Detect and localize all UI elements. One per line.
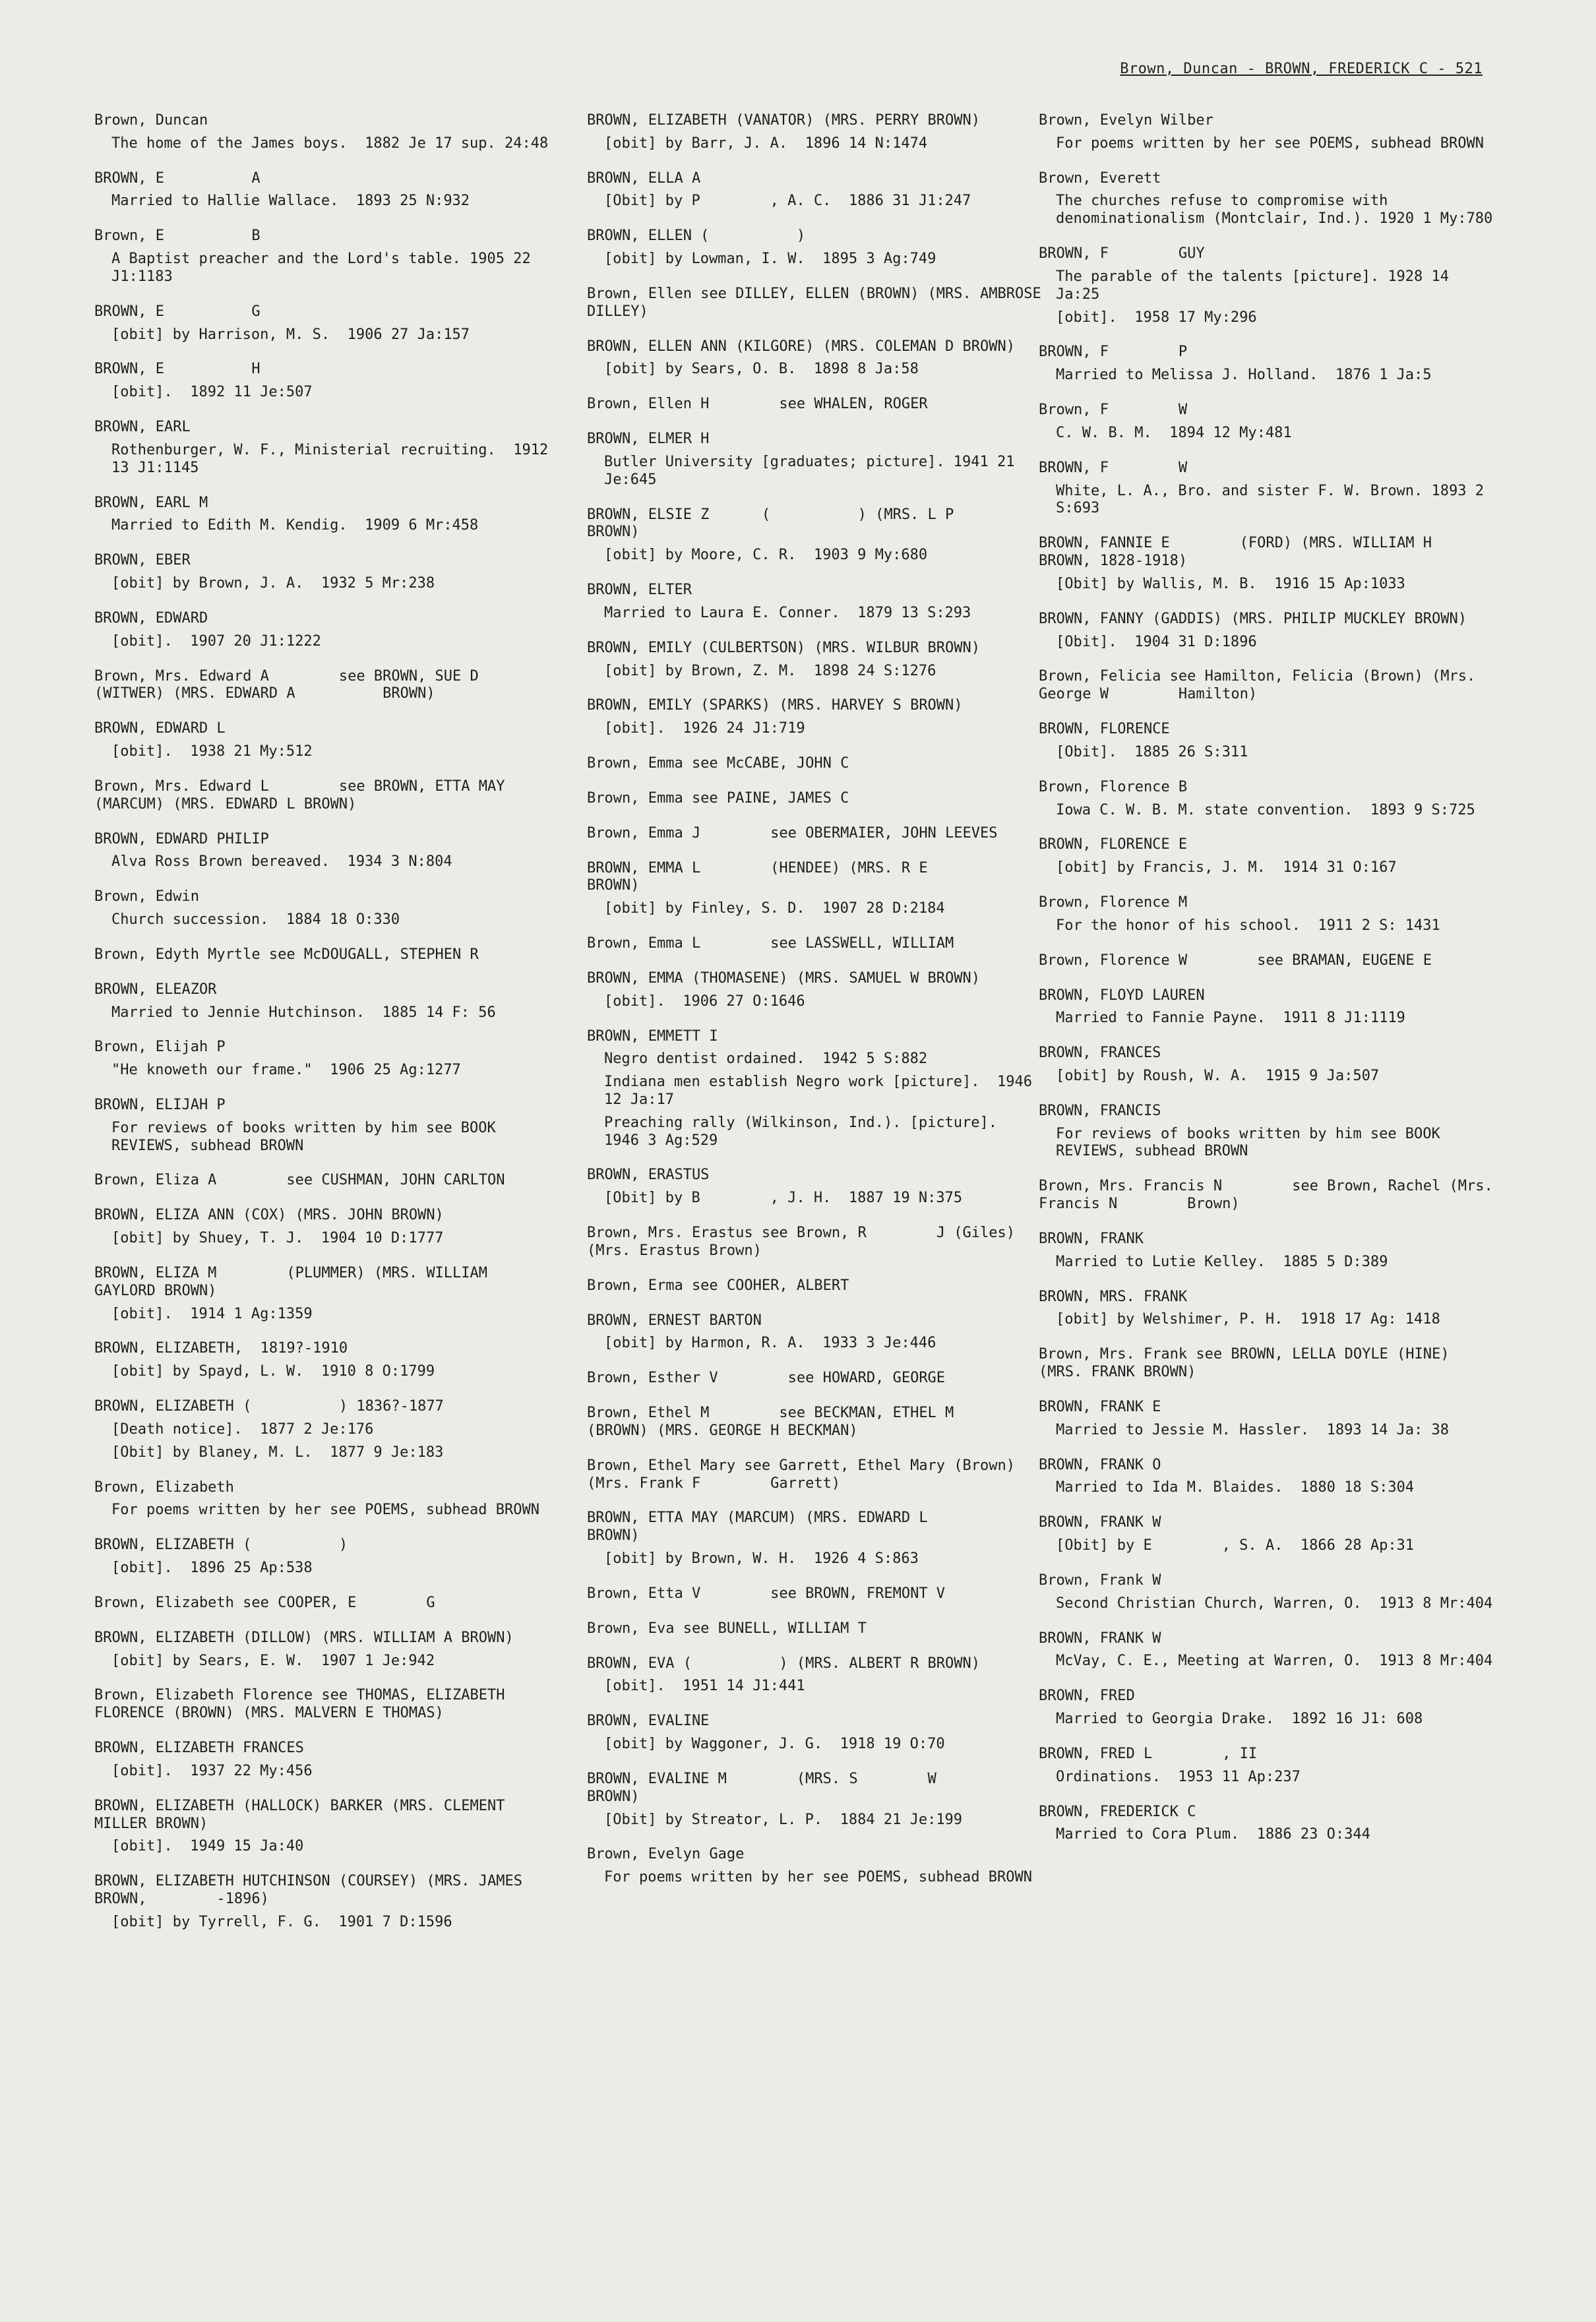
index-entry xyxy=(94,610,556,651)
entry-heading: BROWN, FLORENCE E xyxy=(1039,836,1188,853)
entry-heading: Brown, Florence W see BRAMAN, EUGENE E xyxy=(1039,952,1432,969)
entry-heading: BROWN, ELIZABETH ( ) xyxy=(94,1537,348,1554)
entry-citation: [obit]. 1926 24 J1:719 xyxy=(604,720,805,737)
entry-heading: BROWN, EMMETT I xyxy=(587,1027,718,1045)
index-column-1 xyxy=(94,112,556,1949)
index-entry xyxy=(1039,1178,1500,1213)
index-column-2 xyxy=(587,112,1049,1904)
index-entry xyxy=(94,495,556,535)
entry-citation: [obit] by Sears, E. W. 1907 1 Je:942 xyxy=(111,1652,435,1669)
entry-heading: Brown, Ellen see DILLEY, ELLEN (BROWN) (MRS. AMBROSE DILLEY) xyxy=(587,285,1050,320)
entry-heading: BROWN, ELSIE Z ( ) (MRS. L P BROWN) xyxy=(587,506,1024,541)
entry-citation: For poems written by her see POEMS, subhead BROWN xyxy=(1056,135,1485,152)
entry-citation: For the honor of his school. 1911 2 S: 1431 xyxy=(1056,917,1440,934)
entry-citation: [obit] by Harrison, M. S. 1906 27 Ja:157 xyxy=(111,326,470,343)
index-entry xyxy=(587,1225,1049,1260)
entry-heading: BROWN, MRS. FRANK xyxy=(1039,1288,1188,1305)
entry-heading: BROWN, EMILY (CULBERTSON) (MRS. WILBUR BROWN) xyxy=(587,639,981,656)
entry-citation: Butler University [graduates; picture]. 1941 21 Je:645 xyxy=(604,453,1024,488)
entry-heading: BROWN, ELIZABETH ( ) 1836?-1877 xyxy=(94,1398,444,1415)
entry-heading: BROWN, EARL xyxy=(94,419,191,436)
entry-citation: [obit] by Roush, W. A. 1915 9 Ja:507 xyxy=(1056,1067,1380,1084)
entry-heading: BROWN, ELIZABETH (DILLOW) (MRS. WILLIAM A BROWN) xyxy=(94,1629,514,1646)
index-entry xyxy=(587,1312,1049,1353)
index-entry xyxy=(1039,1514,1500,1555)
entry-heading: BROWN, ELIZABETH (HALLOCK) BARKER (MRS. CLEMENT MILLER BROWN) xyxy=(94,1797,514,1832)
index-entry xyxy=(94,1479,556,1520)
entry-citation: White, L. A., Bro. and sister F. W. Brown. 1893 2 S:693 xyxy=(1056,482,1493,517)
entry-citation: [obit] by Brown, W. H. 1926 4 S:863 xyxy=(604,1550,919,1568)
entry-citation: Church succession. 1884 18 O:330 xyxy=(111,911,400,929)
entry-citation: [obit] by Tyrrell, F. G. 1901 7 D:1596 xyxy=(111,1913,452,1930)
index-entry xyxy=(94,303,556,344)
entry-citation: Married to Melissa J. Holland. 1876 1 Ja:5 xyxy=(1056,367,1432,384)
entry-heading: Brown, Etta V see BROWN, FREMONT V xyxy=(587,1585,946,1602)
index-entry xyxy=(1039,668,1500,704)
index-entry xyxy=(94,361,556,402)
entry-heading: BROWN, FRANK E xyxy=(1039,1398,1161,1415)
entry-heading: Brown, Emma J see OBERMAIER, JOHN LEEVES xyxy=(587,824,998,841)
entry-citation: [obit] by Lowman, I. W. 1895 3 Ag:749 xyxy=(604,251,936,268)
entry-heading: BROWN, FLORENCE xyxy=(1039,721,1170,738)
entry-heading: Brown, Evelyn Gage xyxy=(587,1846,745,1863)
entry-heading: Brown, Emma L see LASSWELL, WILLIAM xyxy=(587,935,954,952)
index-entry xyxy=(94,1798,556,1856)
index-entry xyxy=(587,112,1049,153)
index-entry xyxy=(587,755,1049,773)
index-entry xyxy=(587,1277,1049,1295)
entry-citation: Negro dentist ordained. 1942 5 S:882 xyxy=(604,1051,928,1068)
entry-citation: [obit]. 1951 14 J1:441 xyxy=(604,1678,805,1695)
entry-citation: [Death notice]. 1877 2 Je:176 xyxy=(111,1421,374,1438)
entry-citation: [obit] by Moore, C. R. 1903 9 My:680 xyxy=(604,547,928,564)
index-entry xyxy=(1039,1457,1500,1498)
entry-heading: BROWN, F W xyxy=(1039,459,1188,476)
entry-citation: The home of the James boys. 1882 Je 17 sup. 24:48 xyxy=(111,135,549,152)
index-entry xyxy=(587,697,1049,738)
entry-heading: Brown, Felicia see Hamilton, Felicia (Brown) (Mrs. George W Hamilton) xyxy=(1039,668,1485,703)
index-entry xyxy=(1039,344,1500,384)
index-entry xyxy=(94,720,556,761)
index-entry xyxy=(94,778,556,814)
entry-heading: BROWN, FRANK O xyxy=(1039,1456,1161,1473)
index-entry xyxy=(587,582,1049,623)
index-entry xyxy=(94,419,556,477)
entry-citation: [Obit] by P , A. C. 1886 31 J1:247 xyxy=(604,193,971,210)
entry-citation: [obit]. 1914 1 Ag:1359 xyxy=(111,1305,313,1322)
entry-citation: [Obit] by Wallis, M. B. 1916 15 Ap:1033 xyxy=(1056,575,1405,592)
index-entry xyxy=(1039,1231,1500,1271)
entry-citation: [obit] by Waggoner, J. G. 1918 19 O:70 xyxy=(604,1736,945,1753)
entry-citation: Preaching rally (Wilkinson, Ind.). [picture]. 1946 3 Ag:529 xyxy=(604,1114,1015,1149)
entry-citation: [Obit] by B , J. H. 1887 19 N:375 xyxy=(604,1190,963,1207)
entry-heading: Brown, Erma see COOHER, ALBERT xyxy=(587,1277,849,1294)
entry-heading: BROWN, FRED L , II xyxy=(1039,1745,1258,1762)
index-entry xyxy=(94,1039,556,1080)
entry-citation: The churches refuse to compromise with denominationalism (Montclair, Ind.). 1920 1 My:780 xyxy=(1056,193,1493,228)
index-entry xyxy=(94,1265,556,1323)
index-entry xyxy=(1039,170,1500,228)
index-entry xyxy=(587,1771,1049,1829)
entry-heading: BROWN, ELTER xyxy=(587,582,692,599)
entry-heading: BROWN, F GUY xyxy=(1039,245,1205,262)
entry-citation: [Obit] by Streator, L. P. 1884 21 Je:199 xyxy=(604,1811,963,1828)
entry-citation: [obit]. 1907 20 J1:1222 xyxy=(111,632,321,650)
index-entry xyxy=(587,396,1049,413)
entry-citation: Ordinations. 1953 11 Ap:237 xyxy=(1056,1768,1301,1785)
entry-citation: [obit] by Sears, O. B. 1898 8 Ja:58 xyxy=(604,361,919,378)
index-entry xyxy=(587,338,1049,379)
index-entry xyxy=(94,1207,556,1248)
entry-heading: Brown, Ethel Mary see Garrett, Ethel Mary (Brown) (Mrs. Frank F Garrett) xyxy=(587,1457,1024,1492)
entry-heading: BROWN, ELIZABETH FRANCES xyxy=(94,1740,304,1757)
entry-citation: [obit]. 1937 22 My:456 xyxy=(111,1762,313,1779)
index-entry xyxy=(1039,1572,1500,1613)
entry-heading: Brown, Duncan xyxy=(94,112,208,129)
index-entry xyxy=(587,431,1049,489)
entry-heading: BROWN, ERNEST BARTON xyxy=(587,1312,762,1329)
entry-heading: BROWN, FREDERICK C xyxy=(1039,1803,1196,1820)
entry-citation: Married to Cora Plum. 1886 23 O:344 xyxy=(1056,1826,1370,1843)
entry-citation: Alva Ross Brown bereaved. 1934 3 N:804 xyxy=(111,853,452,871)
index-entry xyxy=(1039,1289,1500,1329)
index-entry xyxy=(94,946,556,964)
entry-citation: [obit] by Shuey, T. J. 1904 10 D:1777 xyxy=(111,1230,444,1247)
entry-citation: For reviews of books written by him see BOOK REVIEWS, subhead BROWN xyxy=(1056,1125,1450,1160)
index-entry xyxy=(1039,952,1500,970)
running-head: Brown, Duncan - BROWN, FREDERICK C - 521 xyxy=(1120,61,1483,77)
entry-citation: McVay, C. E., Meeting at Warren, O. 1913 8 Mr:404 xyxy=(1056,1653,1493,1670)
entry-citation: C. W. B. M. 1894 12 My:481 xyxy=(1056,424,1292,441)
entry-heading: BROWN, ELIJAH P xyxy=(94,1096,226,1113)
entry-heading: Brown, Mrs. Edward A see BROWN, SUE D (WITWER) (MRS. EDWARD A BROWN) xyxy=(94,667,532,702)
entry-heading: BROWN, FRANCIS xyxy=(1039,1102,1161,1119)
entry-heading: BROWN, FANNY (GADDIS) (MRS. PHILIP MUCKLEY BROWN) xyxy=(1039,610,1467,627)
index-entry xyxy=(587,228,1049,268)
entry-citation: Rothenburger, W. F., Ministerial recruiting. 1912 13 J1:1145 xyxy=(111,441,557,476)
entry-heading: BROWN, ELLEN ( ) xyxy=(587,228,806,245)
entry-citation: For poems written by her see POEMS, subhead BROWN xyxy=(604,1869,1033,1886)
entry-citation: [obit] by Harmon, R. A. 1933 3 Je:446 xyxy=(604,1335,936,1352)
index-entry xyxy=(1039,1045,1500,1085)
index-entry xyxy=(1039,245,1500,326)
index-entry xyxy=(1039,1804,1500,1845)
entry-heading: BROWN, FRED xyxy=(1039,1688,1135,1705)
entry-heading: Brown, Emma see PAINE, JAMES C xyxy=(587,789,849,807)
entry-citation: [obit] by Brown, J. A. 1932 5 Mr:238 xyxy=(111,575,435,592)
index-entry xyxy=(94,981,556,1022)
entry-heading: BROWN, EDWARD xyxy=(94,609,208,626)
index-entry xyxy=(94,831,556,872)
entry-heading: Brown, Emma see McCABE, JOHN C xyxy=(587,755,849,772)
entry-heading: Brown, Ethel M see BECKMAN, ETHEL M (BROWN) (MRS. GEORGE H BECKMAN) xyxy=(587,1405,1024,1439)
entry-heading: Brown, E B xyxy=(94,228,261,245)
entry-heading: Brown, Elizabeth xyxy=(94,1479,234,1496)
index-entry xyxy=(94,1537,556,1577)
entry-citation: [obit] by Spayd, L. W. 1910 8 O:1799 xyxy=(111,1363,435,1380)
entry-citation: For reviews of books written by him see BOOK REVIEWS, subhead BROWN xyxy=(111,1119,505,1154)
index-entry xyxy=(587,286,1049,321)
entry-heading: Brown, F W xyxy=(1039,402,1188,419)
entry-heading: Brown, Ellen H see WHALEN, ROGER xyxy=(587,396,928,413)
entry-citation: Married to Laura E. Conner. 1879 13 S:293 xyxy=(604,604,971,621)
index-entry xyxy=(587,1620,1049,1638)
index-entry xyxy=(587,1405,1049,1440)
entry-heading: Brown, Edwin xyxy=(94,888,199,905)
index-entry xyxy=(1039,1399,1500,1440)
index-entry xyxy=(587,1846,1049,1887)
entry-citation: [obit] by Finley, S. D. 1907 28 D:2184 xyxy=(604,900,945,917)
entry-heading: BROWN, EVALINE xyxy=(587,1713,710,1730)
entry-heading: BROWN, FRANCES xyxy=(1039,1045,1161,1062)
entry-heading: BROWN, ELIZA M (PLUMMER) (MRS. WILLIAM GAYLORD BROWN) xyxy=(94,1264,497,1299)
entry-citation: [obit]. 1958 17 My:296 xyxy=(1056,309,1257,326)
entry-citation: [obit]. 1949 15 Ja:40 xyxy=(111,1838,304,1855)
entry-heading: Brown, Edyth Myrtle see McDOUGALL, STEPHEN R xyxy=(94,946,479,963)
index-entry xyxy=(94,112,556,153)
entry-citation: [obit]. 1896 25 Ap:538 xyxy=(111,1560,313,1577)
entry-heading: Brown, Elijah P xyxy=(94,1039,226,1056)
index-column-3 xyxy=(1039,112,1500,1861)
index-entry xyxy=(1039,779,1500,820)
index-entry xyxy=(1039,721,1500,762)
index-entry xyxy=(1039,611,1500,652)
index-entry xyxy=(587,1028,1049,1150)
entry-heading: BROWN, EMMA (THOMASENE) (MRS. SAMUEL W BROWN) xyxy=(587,969,981,987)
entry-heading: BROWN, ERASTUS xyxy=(587,1167,710,1184)
index-entry xyxy=(94,1340,556,1381)
entry-heading: BROWN, ETTA MAY (MARCUM) (MRS. EDWARD L BROWN) xyxy=(587,1510,998,1544)
entry-heading: BROWN, ELIZABETH (VANATOR) (MRS. PERRY BROWN) xyxy=(587,112,981,129)
index-entry xyxy=(587,170,1049,211)
index-entry xyxy=(94,1172,556,1190)
entry-heading: BROWN, E A xyxy=(94,169,261,187)
entry-heading: Brown, Florence B xyxy=(1039,778,1188,795)
index-entry xyxy=(587,506,1049,565)
entry-citation: Married to Hallie Wallace. 1893 25 N:932 xyxy=(111,193,470,210)
entry-citation: [obit] by Barr, J. A. 1896 14 N:1474 xyxy=(604,135,928,152)
entry-heading: BROWN, FANNIE E (FORD) (MRS. WILLIAM H BROWN, 1828-1918) xyxy=(1039,535,1502,570)
index-entry xyxy=(1039,460,1500,518)
entry-citation: [obit] by Brown, Z. M. 1898 24 S:1276 xyxy=(604,662,936,679)
entry-citation: Indiana men establish Negro work [picture]. 1946 12 Ja:17 xyxy=(604,1074,1041,1108)
entry-citation: Married to Georgia Drake. 1892 16 J1: 608 xyxy=(1056,1711,1423,1728)
entry-heading: BROWN, E G xyxy=(94,303,261,320)
index-entry xyxy=(587,790,1049,808)
index-entry xyxy=(587,970,1049,1011)
entry-citation: Married to Edith M. Kendig. 1909 6 Mr:458 xyxy=(111,517,479,534)
entry-citation: [obit]. 1906 27 O:1646 xyxy=(604,993,805,1010)
entry-heading: BROWN, EDWARD PHILIP xyxy=(94,830,269,847)
index-entry xyxy=(1039,112,1500,153)
entry-heading: BROWN, ELMER H xyxy=(587,431,710,448)
index-entry xyxy=(587,860,1049,918)
entry-heading: Brown, Mrs. Francis N see Brown, Rachel (Mrs. Francis N Brown) xyxy=(1039,1178,1502,1213)
entry-heading: BROWN, ELIZABETH HUTCHINSON (COURSEY) (MRS. JAMES BROWN, -1896) xyxy=(94,1873,532,1907)
entry-citation: Married to Jessie M. Hassler. 1893 14 Ja: 38 xyxy=(1056,1421,1450,1438)
entry-heading: BROWN, F P xyxy=(1039,344,1188,361)
entry-heading: Brown, Esther V see HOWARD, GEORGE xyxy=(587,1370,946,1387)
index-entry xyxy=(94,1398,556,1461)
index-entry xyxy=(1039,894,1500,935)
index-entry xyxy=(1039,1746,1500,1787)
index-entry xyxy=(587,1713,1049,1754)
index-entry xyxy=(587,825,1049,843)
entry-heading: Brown, Mrs. Frank see BROWN, LELLA DOYLE (HINE) (MRS. FRANK BROWN) xyxy=(1039,1346,1458,1381)
index-entry xyxy=(94,1630,556,1670)
index-entry xyxy=(587,1167,1049,1207)
index-entry xyxy=(587,1655,1049,1696)
index-entry xyxy=(94,1873,556,1931)
entry-heading: Brown, Elizabeth Florence see THOMAS, ELIZABETH FLORENCE (BROWN) (MRS. MALVERN E THOMAS) xyxy=(94,1687,514,1722)
entry-heading: BROWN, E H xyxy=(94,361,261,378)
entry-citation: [Obit] by E , S. A. 1866 28 Ap:31 xyxy=(1056,1537,1415,1554)
entry-citation: [Obit]. 1904 31 D:1896 xyxy=(1056,633,1257,650)
entry-heading: Brown, Everett xyxy=(1039,169,1161,187)
entry-citation: A Baptist preacher and the Lord's table. 1905 22 J1:1183 xyxy=(111,251,540,285)
entry-heading: BROWN, FRANK xyxy=(1039,1230,1144,1247)
entry-heading: BROWN, FRANK W xyxy=(1039,1514,1161,1531)
entry-heading: BROWN, ELIZABETH, 1819?-1910 xyxy=(94,1340,348,1357)
index-entry xyxy=(94,1687,556,1723)
entry-heading: Brown, Elizabeth see COOPER, E G xyxy=(94,1594,435,1611)
index-entry xyxy=(1039,1630,1500,1671)
entry-heading: BROWN, FLOYD LAUREN xyxy=(1039,987,1205,1004)
index-entry xyxy=(587,1370,1049,1388)
index-entry xyxy=(1039,836,1500,877)
entry-heading: BROWN, ELLEN ANN (KILGORE) (MRS. COLEMAN D BROWN) xyxy=(587,338,1016,355)
entry-heading: Brown, Evelyn Wilber xyxy=(1039,112,1213,129)
index-entry xyxy=(1039,1346,1500,1382)
index-entry xyxy=(94,552,556,593)
entry-citation: [obit] by Welshimer, P. H. 1918 17 Ag: 1418 xyxy=(1056,1311,1440,1328)
entry-citation: The parable of the talents [picture]. 1928 14 Ja:25 xyxy=(1056,268,1458,303)
index-entry xyxy=(94,1595,556,1612)
entry-citation: Married to Jennie Hutchinson. 1885 14 F: 56 xyxy=(111,1004,496,1021)
index-entry xyxy=(94,1740,556,1781)
entry-citation: Second Christian Church, Warren, O. 1913 8 Mr:404 xyxy=(1056,1595,1493,1612)
index-entry xyxy=(94,668,556,704)
entry-heading: Brown, Mrs. Erastus see Brown, R J (Giles) (Mrs. Erastus Brown) xyxy=(587,1225,1024,1259)
entry-heading: Brown, Florence M xyxy=(1039,894,1188,911)
entry-heading: Brown, Eliza A see CUSHMAN, JOHN CARLTON xyxy=(94,1172,505,1189)
entry-heading: BROWN, ELLA A xyxy=(587,169,701,187)
entry-citation: Married to Ida M. Blaides. 1880 18 S:304 xyxy=(1056,1479,1415,1496)
entry-citation: [Obit] by Blaney, M. L. 1877 9 Je:183 xyxy=(111,1444,444,1461)
index-entry xyxy=(1039,1103,1500,1161)
index-entry xyxy=(94,888,556,929)
entry-heading: Brown, Eva see BUNELL, WILLIAM T xyxy=(587,1620,867,1637)
entry-heading: BROWN, EDWARD L xyxy=(94,720,226,737)
index-entry xyxy=(94,228,556,286)
index-entry xyxy=(587,1457,1049,1493)
entry-heading: BROWN, ELIZA ANN (COX) (MRS. JOHN BROWN) xyxy=(94,1207,444,1224)
entry-citation: [obit] by Francis, J. M. 1914 31 O:167 xyxy=(1056,859,1397,876)
entry-heading: BROWN, EVA ( ) (MRS. ALBERT R BROWN) xyxy=(587,1655,981,1672)
index-entry xyxy=(94,1097,556,1155)
entry-heading: BROWN, EBER xyxy=(94,552,191,569)
entry-heading: BROWN, EARL M xyxy=(94,494,208,511)
entry-heading: Brown, Frank W xyxy=(1039,1572,1161,1589)
index-entry xyxy=(1039,402,1500,443)
index-entry xyxy=(587,1585,1049,1603)
index-entry xyxy=(1039,535,1500,593)
entry-heading: BROWN, EMILY (SPARKS) (MRS. HARVEY S BROWN) xyxy=(587,697,963,714)
index-entry xyxy=(587,640,1049,681)
index-entry xyxy=(1039,987,1500,1028)
entry-citation: "He knoweth our frame." 1906 25 Ag:1277 xyxy=(111,1062,461,1079)
entry-heading: BROWN, EMMA L (HENDEE) (MRS. R E BROWN) xyxy=(587,859,998,894)
entry-citation: Married to Fannie Payne. 1911 8 J1:1119 xyxy=(1056,1010,1405,1027)
index-entry xyxy=(587,1510,1049,1568)
entry-heading: BROWN, FRANK W xyxy=(1039,1630,1161,1647)
entry-citation: Iowa C. W. B. M. state convention. 1893 9 S:725 xyxy=(1056,801,1475,818)
index-entry xyxy=(94,170,556,211)
index-entry xyxy=(587,935,1049,953)
entry-citation: For poems written by her see POEMS, subhead BROWN xyxy=(111,1502,540,1519)
entry-citation: [obit]. 1892 11 Je:507 xyxy=(111,384,313,401)
entry-citation: Married to Lutie Kelley. 1885 5 D:389 xyxy=(1056,1253,1388,1270)
index-entry xyxy=(1039,1688,1500,1728)
entry-citation: [obit]. 1938 21 My:512 xyxy=(111,743,313,760)
entry-citation: [Obit]. 1885 26 S:311 xyxy=(1056,743,1248,760)
entry-heading: Brown, Mrs. Edward L see BROWN, ETTA MAY (MARCUM) (MRS. EDWARD L BROWN) xyxy=(94,778,514,812)
entry-heading: BROWN, ELEAZOR xyxy=(94,981,217,998)
entry-heading: BROWN, EVALINE M (MRS. S W BROWN) xyxy=(587,1770,1006,1805)
